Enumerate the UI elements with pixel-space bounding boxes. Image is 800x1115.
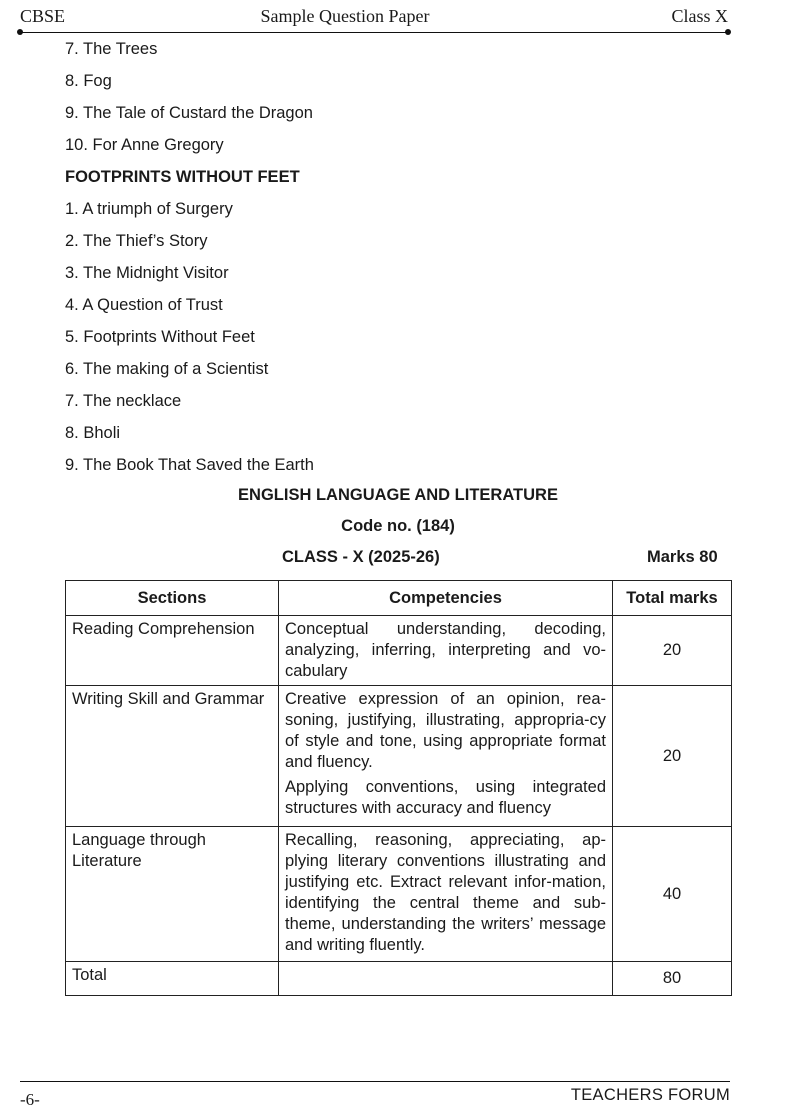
marks-cell: 80: [613, 962, 732, 996]
section-cell: Total: [66, 962, 279, 996]
header-competencies: Competencies: [279, 581, 613, 616]
section-heading: FOOTPRINTS WITHOUT FEET: [65, 168, 300, 186]
header-right: Class X: [671, 6, 728, 26]
list-item: 8. Bholi: [65, 424, 121, 442]
list-item: 8. Fog: [65, 72, 112, 90]
footer-brand: TEACHERS FORUM: [570, 1086, 730, 1104]
list-item: 1. A triumph of Surgery: [65, 200, 233, 218]
table-row-total: [66, 962, 732, 996]
marks-table: [65, 580, 732, 996]
competencies-cell: [279, 962, 613, 996]
list-item: 9. The Tale of Custard the Dragon: [65, 104, 313, 122]
section-cell: Reading Comprehension: [66, 616, 279, 686]
list-item: 5. Footprints Without Feet: [65, 328, 255, 346]
marks-cell: 20: [613, 686, 732, 827]
table-header-row: [66, 581, 732, 616]
section-cell: Writing Skill and Grammar: [66, 686, 279, 827]
competencies-cell: Recalling, reasoning, appreciating, ap-plying literary conventions illustrating and justifying etc. Extract relevant infor-mation, identifying the central theme and sub-theme, understanding the writers’ message and writing fluently.: [279, 827, 613, 962]
list-item: 9. The Book That Saved the Earth: [65, 456, 314, 474]
header-title: Sample Question Paper: [260, 6, 430, 26]
header-sections: Sections: [66, 581, 279, 616]
table-row: [66, 686, 732, 827]
header-total-marks: Total marks: [613, 581, 732, 616]
list-item: 10. For Anne Gregory: [65, 136, 224, 154]
list-item: 7. The Trees: [65, 40, 158, 58]
code-number: Code no. (184): [341, 517, 455, 535]
competencies-cell: Conceptual understanding, decoding, analyzing, inferring, interpreting and vo-cabulary: [279, 616, 613, 686]
chapter-list: [65, 38, 314, 486]
header-left: CBSE: [20, 6, 66, 26]
class-year: CLASS - X (2025-26): [282, 548, 440, 566]
section-cell: Language through Literature: [66, 827, 279, 962]
table-row: [66, 616, 732, 686]
list-item: 4. A Question of Trust: [65, 296, 223, 314]
list-item: 3. The Midnight Visitor: [65, 264, 229, 282]
subject-title: ENGLISH LANGUAGE AND LITERATURE: [238, 486, 558, 504]
list-item: 7. The necklace: [65, 392, 182, 410]
table-row: [66, 827, 732, 962]
list-item: 2. The Thief’s Story: [65, 232, 208, 250]
competencies-text: Applying conventions, using integrated structures with accuracy and fluency: [285, 778, 606, 817]
footer-rule: [20, 1081, 730, 1082]
list-item: 6. The making of a Scientist: [65, 360, 269, 378]
header-rule-dot-left: [17, 29, 23, 35]
max-marks: Marks 80: [647, 548, 718, 566]
competencies-text: Creative expression of an opinion, rea-soning, justifying, illustrating, appropria-cy of style and tone, using appropriate format and fluency.: [285, 690, 606, 771]
page-number: -6-: [20, 1090, 40, 1109]
marks-cell: 20: [613, 616, 732, 686]
header-rule: [20, 32, 728, 33]
header-rule-dot-right: [725, 29, 731, 35]
marks-cell: 40: [613, 827, 732, 962]
competencies-cell: [279, 686, 613, 827]
